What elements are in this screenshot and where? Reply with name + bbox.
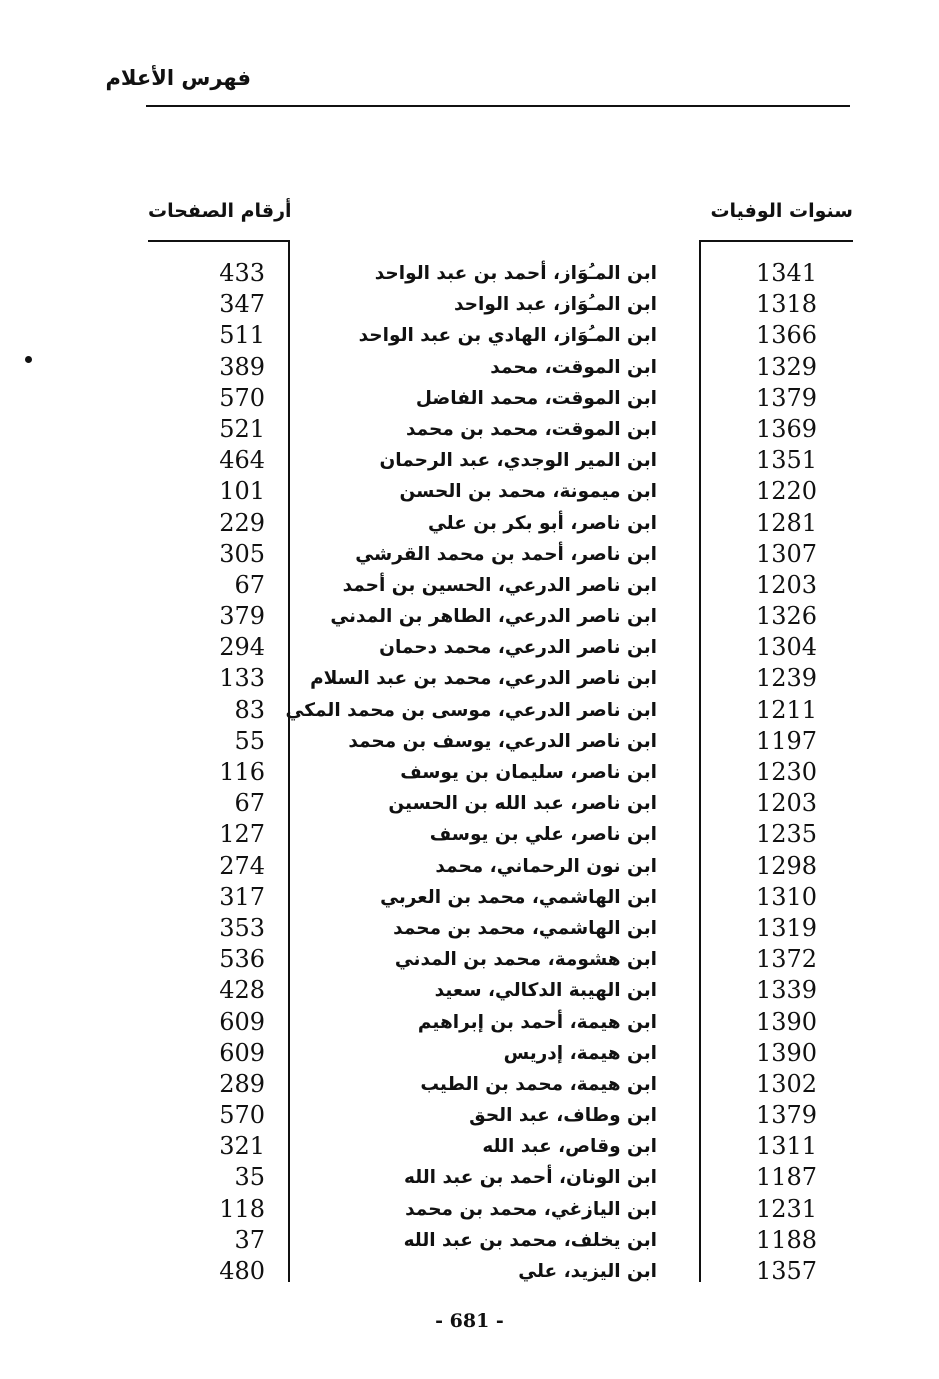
death-year: 1203 (756, 570, 818, 599)
index-entry-row (0, 1256, 939, 1287)
index-entries (0, 258, 939, 1287)
index-entry-row (0, 258, 939, 289)
index-entry-row (0, 414, 939, 445)
person-name: ابن وطاف، عبد الحق (469, 1105, 657, 1127)
index-entry-row (0, 289, 939, 320)
page-reference: 428 (219, 976, 265, 1005)
person-name: ابن ناصر الدرعي، يوسف بن محمد (348, 730, 657, 752)
death-year: 1366 (756, 321, 818, 350)
death-year: 1311 (756, 1132, 818, 1161)
page-reference: 37 (234, 1225, 265, 1254)
death-year: 1298 (756, 851, 818, 880)
page-reference: 511 (219, 321, 265, 350)
person-name: ابن ميمونة، محمد بن الحسن (399, 481, 657, 503)
death-year: 1310 (756, 882, 818, 911)
person-name: ابن هيمة، أحمد بن إبراهيم (417, 1011, 657, 1033)
death-year: 1351 (756, 446, 818, 475)
page-reference: 609 (219, 1007, 265, 1036)
page-reference: 67 (234, 570, 265, 599)
page-reference: 521 (219, 414, 265, 443)
person-name: ابن الموقت، محمد (490, 356, 657, 378)
person-name: ابن الهاشمي، محمد بن العربي (380, 886, 657, 908)
years-column-heading: سنوات الوفيات (710, 200, 853, 222)
page-reference: 609 (219, 1038, 265, 1067)
index-entry-row (0, 508, 939, 539)
person-name: ابن ناصر، أحمد بن محمد القرشي (355, 543, 657, 565)
page-reference: 274 (219, 851, 265, 880)
person-name: ابن وقاص، عبد الله (482, 1136, 657, 1158)
index-entry-row (0, 476, 939, 507)
index-entry-row (0, 539, 939, 570)
index-entry-row (0, 1038, 939, 1069)
index-entry-row (0, 851, 939, 882)
death-year: 1231 (756, 1194, 818, 1223)
page-reference: 321 (219, 1132, 265, 1161)
index-entry-row (0, 757, 939, 788)
person-name: ابن الموقت، محمد بن محمد (405, 418, 657, 440)
death-year: 1318 (756, 290, 818, 319)
death-year: 1369 (756, 414, 818, 443)
index-entry-row (0, 1225, 939, 1256)
index-entry-row (0, 632, 939, 663)
index-entry-row (0, 882, 939, 913)
person-name: ابن الهيبة الدكالي، سعيد (434, 980, 657, 1002)
person-name: ابن هيمة، إدريس (503, 1042, 657, 1064)
person-name: ابن اليزيد، علي (518, 1261, 657, 1282)
index-entry-row (0, 1100, 939, 1131)
person-name: ابن الموقت، محمد الفاضل (415, 387, 657, 409)
death-year: 1372 (756, 945, 818, 974)
index-entry-row (0, 1007, 939, 1038)
person-name: ابن ناصر الدرعي، محمد بن عبد السلام (310, 668, 657, 690)
death-year: 1211 (756, 695, 818, 724)
page-header-title: فهرس الأعلام (105, 66, 251, 90)
person-name: ابن يخلف، محمد بن عبد الله (403, 1229, 657, 1251)
person-name: ابن ناصر الدرعي، محمد دحمان (379, 637, 657, 659)
index-entry-row (0, 913, 939, 944)
person-name: ابن المـُوَاز، عبد الواحد (453, 294, 657, 316)
index-entry-row (0, 1162, 939, 1193)
death-year: 1319 (756, 913, 818, 942)
page-reference: 127 (219, 820, 265, 849)
page-reference: 379 (219, 602, 265, 631)
death-year: 1379 (756, 383, 818, 412)
index-entry-row (0, 944, 939, 975)
page-reference: 289 (219, 1069, 265, 1098)
death-year: 1187 (756, 1163, 818, 1192)
death-year: 1302 (756, 1069, 818, 1098)
death-year: 1379 (756, 1101, 818, 1130)
page-reference: 536 (219, 945, 265, 974)
index-entry-row (0, 352, 939, 383)
page-reference: 570 (219, 383, 265, 412)
index-entry-row (0, 975, 939, 1006)
person-name: ابن المـُوَاز، الهادي بن عبد الواحد (358, 325, 657, 347)
person-name: ابن ناصر، عبد الله بن الحسين (388, 793, 657, 815)
death-year: 1239 (756, 664, 818, 693)
page-reference: 389 (219, 352, 265, 381)
page-reference: 464 (219, 446, 265, 475)
person-name: ابن ناصر، علي بن يوسف (429, 824, 657, 846)
death-year: 1341 (756, 259, 818, 287)
pages-column-heading: أرقام الصفحات (148, 200, 292, 222)
person-name: ابن المير الوجدي، عبد الرحمان (379, 450, 657, 472)
page-reference: 133 (219, 664, 265, 693)
death-year: 1390 (756, 1038, 818, 1067)
index-entry-row (0, 788, 939, 819)
person-name: ابن هيمة، محمد بن الطيب (420, 1073, 657, 1095)
person-name: ابن هشومة، محمد بن المدني (394, 949, 657, 971)
page-reference: 35 (234, 1163, 265, 1192)
person-name: ابن ناصر، أبو بكر بن علي (427, 512, 657, 534)
death-year: 1307 (756, 539, 818, 568)
death-year: 1203 (756, 789, 818, 818)
page-number: - 681 - (435, 1310, 504, 1332)
person-name: ابن ناصر، سليمان بن يوسف (400, 762, 657, 783)
index-entry-row (0, 320, 939, 351)
page-reference: 229 (219, 508, 265, 537)
person-name: ابن ناصر الدرعي، الحسين بن أحمد (342, 574, 657, 596)
index-entry-row (0, 1194, 939, 1225)
page-reference: 480 (219, 1257, 265, 1285)
death-year: 1339 (756, 976, 818, 1005)
page-reference: 347 (219, 290, 265, 319)
page-reference: 101 (219, 477, 265, 506)
death-year: 1329 (756, 352, 818, 381)
page-reference: 294 (219, 633, 265, 662)
death-year: 1188 (756, 1225, 818, 1254)
person-name: ابن الهاشمي، محمد بن محمد (393, 917, 657, 939)
page-reference: 55 (234, 726, 265, 755)
death-year: 1230 (756, 758, 818, 786)
death-year: 1390 (756, 1007, 818, 1036)
death-year: 1326 (756, 602, 818, 631)
index-entry-row (0, 726, 939, 757)
page-reference: 67 (234, 789, 265, 818)
death-year: 1281 (756, 508, 818, 537)
page-reference: 118 (219, 1194, 265, 1223)
index-entry-row (0, 601, 939, 632)
index-entry-row (0, 445, 939, 476)
page-reference: 570 (219, 1101, 265, 1130)
death-year: 1220 (756, 477, 818, 506)
page-reference: 116 (219, 758, 265, 786)
page-reference: 83 (234, 695, 265, 724)
header-rule (146, 105, 850, 107)
index-entry-row (0, 1069, 939, 1100)
index-entry-row (0, 695, 939, 726)
index-entry-row (0, 663, 939, 694)
person-name: ابن ناصر الدرعي، الطاهر بن المدني (330, 606, 657, 628)
page-reference: 433 (219, 259, 265, 287)
death-year: 1357 (756, 1257, 818, 1285)
page-reference: 317 (219, 882, 265, 911)
person-name: ابن الونان، أحمد بن عبد الله (403, 1167, 657, 1189)
person-name: ابن ناصر الدرعي، موسى بن محمد المكي (285, 699, 657, 721)
index-entry-row (0, 819, 939, 850)
person-name: ابن اليازغي، محمد بن محمد (405, 1198, 657, 1220)
page-reference: 305 (219, 539, 265, 568)
death-year: 1235 (756, 820, 818, 849)
index-entry-row (0, 383, 939, 414)
person-name: ابن نون الرحماني، محمد (435, 855, 657, 877)
death-year: 1304 (756, 633, 818, 662)
death-year: 1197 (756, 726, 818, 755)
index-entry-row (0, 1131, 939, 1162)
page-reference: 353 (219, 913, 265, 942)
index-entry-row (0, 570, 939, 601)
person-name: ابن المـُوَاز، أحمد بن عبد الواحد (374, 263, 657, 284)
